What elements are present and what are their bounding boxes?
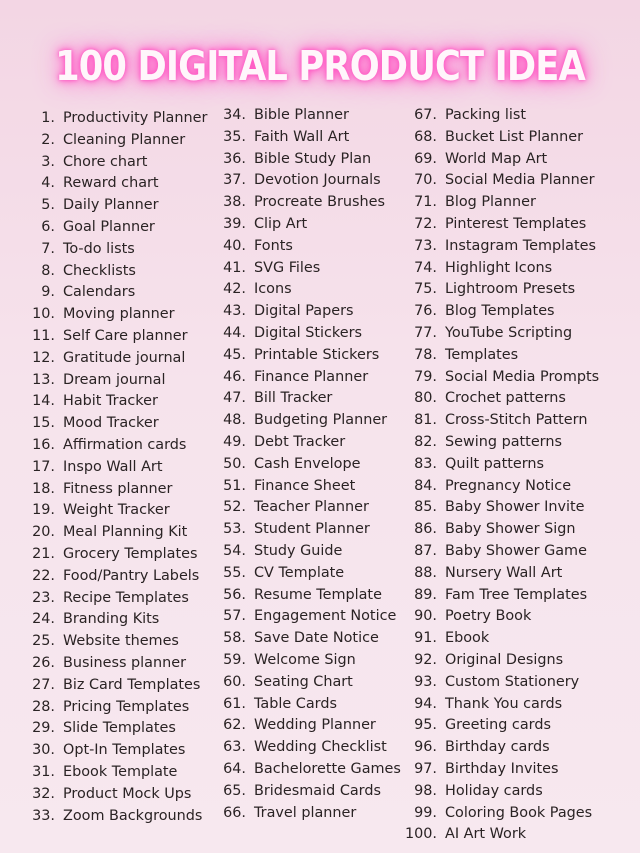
item-label: Affirmation cards	[63, 436, 187, 453]
item-label: Finance Sheet	[254, 477, 356, 494]
item-label: Moving planner	[63, 306, 175, 323]
item-number: 44.	[223, 324, 246, 341]
item-number: 58.	[223, 630, 246, 647]
item-number: 73.	[414, 237, 437, 254]
item-number: 71.	[414, 194, 437, 211]
item-number: 8.	[41, 262, 55, 279]
item-label: Branding Kits	[63, 611, 160, 628]
item-number: 88.	[414, 564, 437, 581]
item-number: 39.	[223, 215, 246, 232]
item-label: Meal Planning Kit	[63, 524, 188, 541]
item-number: 6.	[41, 218, 55, 235]
item-label: Calendars	[63, 284, 136, 301]
item-number: 70.	[414, 172, 437, 189]
item-number: 40.	[223, 237, 246, 254]
item-number: 94.	[414, 695, 437, 712]
item-number: 92.	[414, 651, 437, 668]
item-number: 48.	[223, 412, 246, 429]
item-number: 56.	[223, 586, 246, 603]
item-label: Dream journal	[63, 371, 166, 388]
item-number: 38.	[223, 194, 246, 211]
item-number: 83.	[414, 455, 437, 472]
item-label: Resume Template	[254, 586, 382, 603]
item-number: 66.	[223, 804, 246, 821]
item-number: 47.	[223, 390, 246, 407]
item-number: 22.	[32, 567, 55, 584]
item-label: Quilt patterns	[445, 455, 545, 472]
item-number: 7.	[41, 240, 55, 257]
item-number: 63.	[223, 739, 246, 756]
item-label: Cross-Stitch Pattern	[445, 412, 588, 429]
item-label: Recipe Templates	[63, 589, 189, 606]
item-number: 59.	[223, 651, 246, 668]
item-label: Cleaning Planner	[63, 131, 186, 148]
item-number: 25.	[32, 633, 55, 650]
item-label: Wedding Checklist	[254, 739, 387, 756]
item-label: Faith Wall Art	[254, 128, 350, 145]
item-label: Food/Pantry Labels	[63, 567, 200, 584]
item-number: 18.	[32, 480, 55, 497]
item-number: 95.	[414, 717, 437, 734]
item-number: 36.	[223, 150, 246, 167]
item-label: Blog Planner	[445, 194, 536, 211]
item-number: 33.	[32, 807, 55, 824]
item-label: Business planner	[63, 654, 186, 671]
item-label: Crochet patterns	[445, 390, 566, 407]
item-label: Inspo Wall Art	[63, 458, 163, 475]
item-label: Holiday cards	[445, 782, 543, 799]
item-label: Bible Planner	[254, 107, 349, 123]
item-label: Bible Study Plan	[254, 150, 372, 167]
item-label: Seating Chart	[254, 673, 353, 690]
item-label: Wedding Planner	[254, 717, 376, 734]
item-label: Daily Planner	[63, 197, 159, 214]
item-number: 98.	[414, 782, 437, 799]
item-number: 57.	[223, 608, 246, 625]
item-number: 2.	[41, 131, 55, 148]
item-number: 76.	[414, 303, 437, 320]
item-number: 15.	[32, 415, 55, 432]
item-label: Budgeting Planner	[254, 412, 388, 429]
item-label: Finance Planner	[254, 368, 369, 385]
item-number: 90.	[414, 608, 437, 625]
item-number: 43.	[223, 303, 246, 320]
item-number: 67.	[414, 107, 437, 123]
item-number: 68.	[414, 128, 437, 145]
item-label: Birthday cards	[445, 739, 550, 756]
item-label: Bill Tracker	[254, 390, 333, 407]
item-number: 49.	[223, 433, 246, 450]
item-number: 100.	[404, 826, 437, 843]
item-number: 13.	[32, 371, 55, 388]
item-number: 82.	[414, 433, 437, 450]
item-label: Grocery Templates	[63, 545, 198, 562]
item-label: Bachelorette Games	[254, 760, 401, 777]
item-number: 11.	[32, 327, 55, 344]
item-number: 69.	[414, 150, 437, 167]
item-label: Fonts	[254, 237, 293, 254]
item-label: Digital Stickers	[254, 324, 363, 341]
item-label: Devotion Journals	[254, 172, 381, 189]
item-label: Social Media Prompts	[445, 368, 600, 385]
item-label: Social Media Planner	[445, 172, 595, 189]
item-number: 26.	[32, 654, 55, 671]
item-label: Thank You cards	[445, 695, 563, 712]
item-label: Travel planner	[254, 804, 357, 821]
item-label: Sewing patterns	[445, 433, 562, 450]
item-label: Fitness planner	[63, 480, 173, 497]
item-label: Birthday Invites	[445, 760, 559, 777]
item-label: World Map Art	[445, 150, 548, 167]
item-label: Engagement Notice	[254, 608, 397, 625]
item-number: 23.	[32, 589, 55, 606]
item-label: Coloring Book Pages	[445, 804, 593, 821]
item-number: 41.	[223, 259, 246, 276]
item-label: Printable Stickers	[254, 346, 380, 363]
item-number: 1.	[41, 110, 55, 126]
item-number: 65.	[223, 782, 246, 799]
item-number: 31.	[32, 763, 55, 780]
item-label: Student Planner	[254, 521, 370, 538]
item-label: Icons	[254, 281, 292, 298]
item-number: 72.	[414, 215, 437, 232]
item-number: 37.	[223, 172, 246, 189]
item-label: Website themes	[63, 633, 179, 650]
item-label: Opt-In Templates	[63, 742, 186, 759]
item-label: Weight Tracker	[63, 502, 170, 519]
item-label: Ebook	[445, 630, 490, 647]
item-label: Goal Planner	[63, 218, 155, 235]
item-label: Packing list	[445, 107, 527, 123]
item-number: 81.	[414, 412, 437, 429]
item-label: Bucket List Planner	[445, 128, 584, 145]
item-number: 91.	[414, 630, 437, 647]
item-number: 19.	[32, 502, 55, 519]
item-number: 80.	[414, 390, 437, 407]
item-label: Highlight Icons	[445, 259, 553, 276]
item-number: 99.	[414, 804, 437, 821]
item-label: Teacher Planner	[254, 499, 369, 516]
item-number: 42.	[223, 281, 246, 298]
item-label: Instagram Templates	[445, 237, 596, 254]
item-number: 17.	[32, 458, 55, 475]
item-label: AI Art Work	[445, 826, 527, 843]
item-number: 16.	[32, 436, 55, 453]
item-number: 14.	[32, 393, 55, 410]
item-label: Product Mock Ups	[63, 785, 192, 802]
item-number: 85.	[414, 499, 437, 516]
item-label: Checklists	[63, 262, 136, 279]
item-number: 93.	[414, 673, 437, 690]
item-number: 97.	[414, 760, 437, 777]
item-number: 61.	[223, 695, 246, 712]
item-number: 32.	[32, 785, 55, 802]
item-number: 9.	[41, 284, 55, 301]
item-label: Baby Shower Invite	[445, 499, 585, 516]
item-label: Cash Envelope	[254, 455, 361, 472]
item-number: 10.	[32, 306, 55, 323]
item-label: Procreate Brushes	[254, 194, 385, 211]
item-number: 55.	[223, 564, 246, 581]
item-number: 30.	[32, 742, 55, 759]
page-title: 100 DIGITAL PRODUCT IDEA	[55, 42, 585, 90]
item-number: 52.	[223, 499, 246, 516]
item-number: 74.	[414, 259, 437, 276]
item-label: Table Cards	[254, 695, 337, 712]
item-number: 53.	[223, 521, 246, 538]
item-number: 34.	[223, 107, 246, 123]
item-number: 96.	[414, 739, 437, 756]
item-label: Templates	[445, 346, 519, 363]
item-label: SVG Files	[254, 259, 321, 276]
item-number: 86.	[414, 521, 437, 538]
item-label: Fam Tree Templates	[445, 586, 588, 603]
item-label: Gratitude journal	[63, 349, 186, 366]
item-number: 46.	[223, 368, 246, 385]
item-label: YouTube Scripting	[445, 324, 573, 341]
item-label: Nursery Wall Art	[445, 564, 563, 581]
item-number: 51.	[223, 477, 246, 494]
item-number: 62.	[223, 717, 246, 734]
item-label: Welcome Sign	[254, 651, 356, 668]
item-label: Reward chart	[63, 175, 159, 192]
item-label: Baby Shower Game	[445, 542, 587, 559]
item-label: Bridesmaid Cards	[254, 782, 381, 799]
item-number: 89.	[414, 586, 437, 603]
item-label: Zoom Backgrounds	[63, 807, 203, 824]
item-label: Habit Tracker	[63, 393, 158, 410]
item-number: 35.	[223, 128, 246, 145]
item-label: Blog Templates	[445, 303, 555, 320]
item-number: 79.	[414, 368, 437, 385]
item-label: Pinterest Templates	[445, 215, 587, 232]
item-label: Save Date Notice	[254, 630, 379, 647]
item-label: Study Guide	[254, 542, 343, 559]
item-label: Clip Art	[254, 215, 308, 232]
item-number: 54.	[223, 542, 246, 559]
item-number: 4.	[41, 175, 55, 192]
item-number: 84.	[414, 477, 437, 494]
item-label: Custom Stationery	[445, 673, 580, 690]
item-number: 29.	[32, 720, 55, 737]
item-label: Productivity Planner	[63, 110, 208, 126]
item-number: 5.	[41, 197, 55, 214]
item-number: 60.	[223, 673, 246, 690]
item-label: Chore chart	[63, 153, 148, 170]
item-label: Poetry Book	[445, 608, 532, 625]
item-number: 24.	[32, 611, 55, 628]
item-number: 21.	[32, 545, 55, 562]
item-label: Slide Templates	[63, 720, 176, 737]
item-label: Biz Card Templates	[63, 676, 201, 693]
item-label: Digital Papers	[254, 303, 354, 320]
item-number: 75.	[414, 281, 437, 298]
item-number: 45.	[223, 346, 246, 363]
item-number: 50.	[223, 455, 246, 472]
item-label: Baby Shower Sign	[445, 521, 576, 538]
item-label: Ebook Template	[63, 763, 178, 780]
item-number: 27.	[32, 676, 55, 693]
item-number: 28.	[32, 698, 55, 715]
item-number: 20.	[32, 524, 55, 541]
item-label: Pregnancy Notice	[445, 477, 572, 494]
item-number: 3.	[41, 153, 55, 170]
item-label: Original Designs	[445, 651, 564, 668]
item-number: 77.	[414, 324, 437, 341]
item-label: CV Template	[254, 564, 345, 581]
item-label: Pricing Templates	[63, 698, 190, 715]
item-label: Debt Tracker	[254, 433, 346, 450]
item-number: 12.	[32, 349, 55, 366]
item-number: 78.	[414, 346, 437, 363]
item-label: Lightroom Presets	[445, 281, 576, 298]
item-label: To-do lists	[63, 240, 135, 257]
item-number: 87.	[414, 542, 437, 559]
item-label: Self Care planner	[63, 327, 188, 344]
item-number: 64.	[223, 760, 246, 777]
item-label: Mood Tracker	[63, 415, 159, 432]
item-label: Greeting cards	[445, 717, 551, 734]
